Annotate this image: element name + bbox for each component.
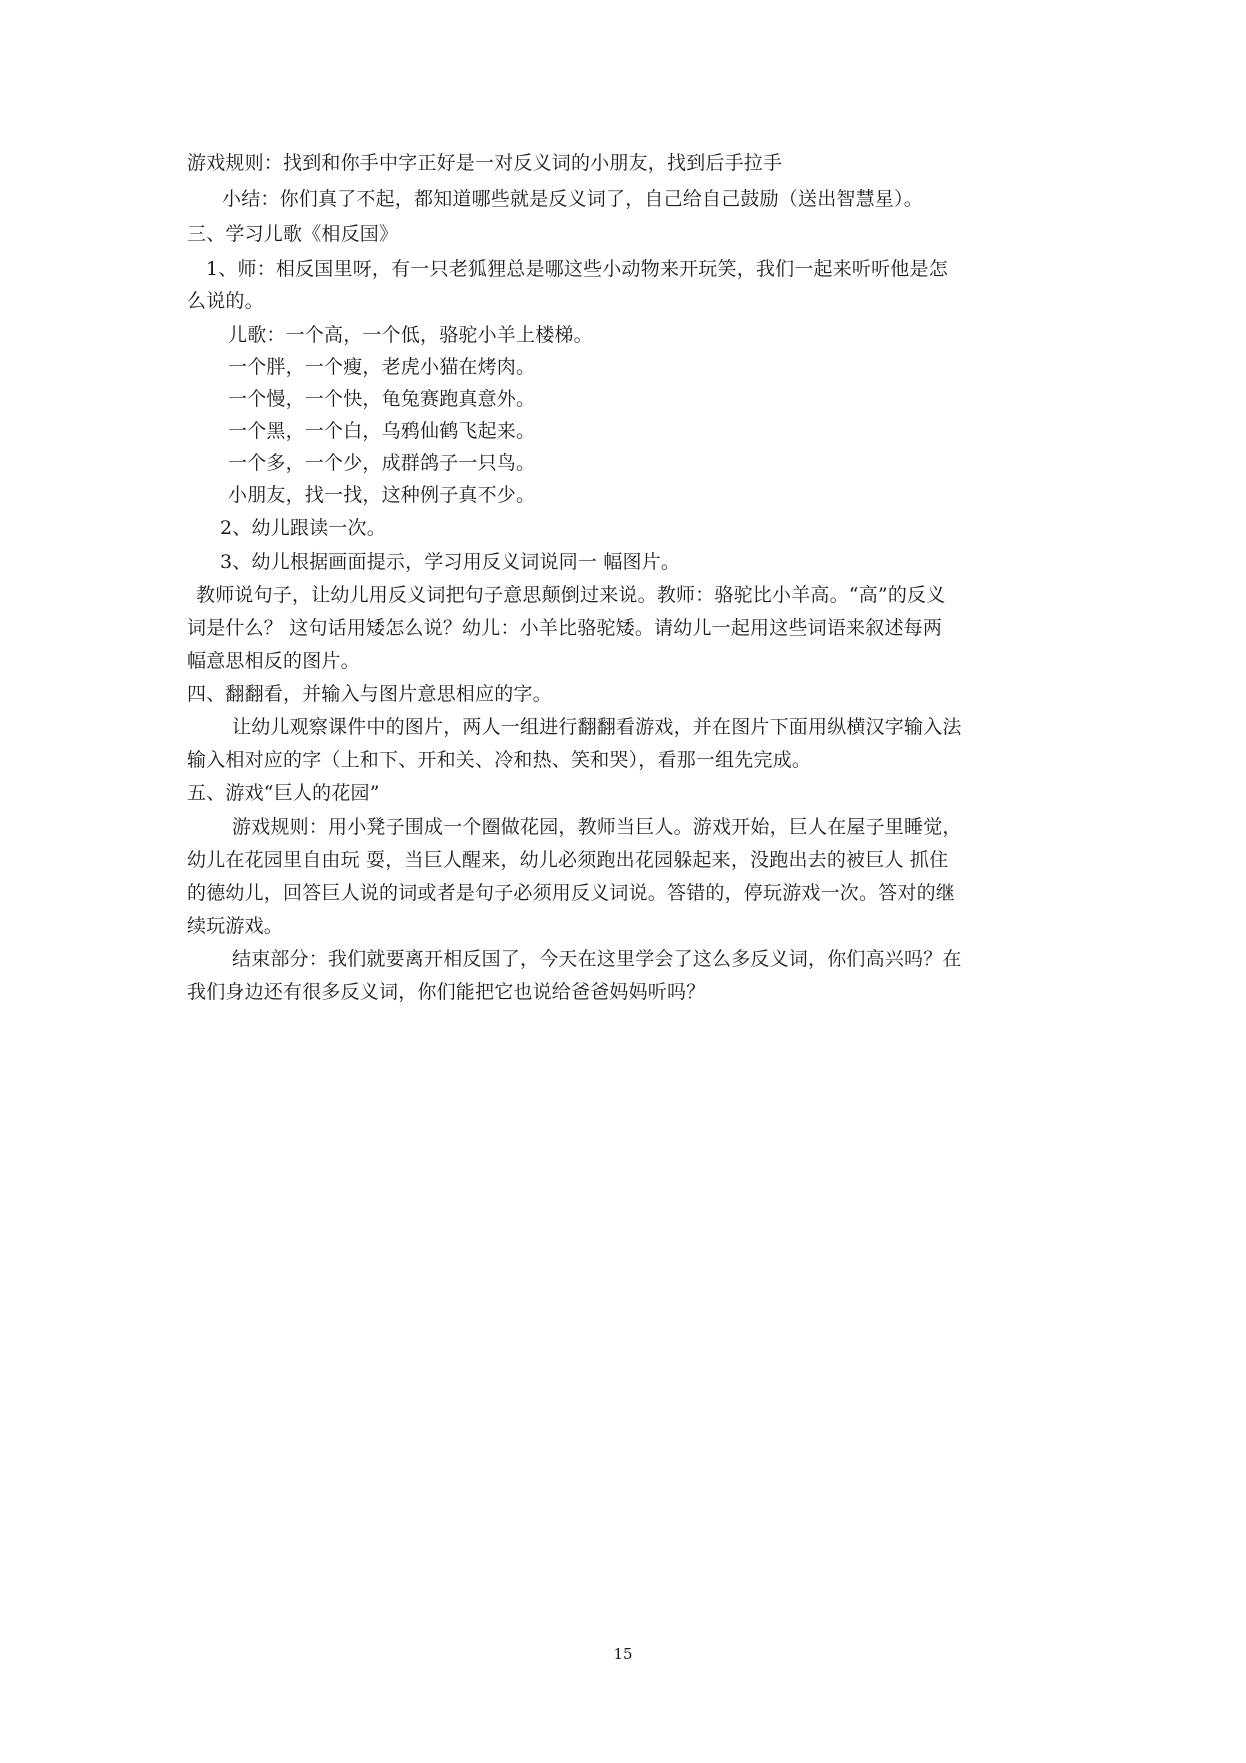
text-line: 的德幼儿，回答巨人说的词或者是句子必须用反义词说。答错的，停玩游戏一次。答对的继 [187,882,956,904]
text-line: 游戏规则：找到和你手中字正好是一对反义词的小朋友，找到后手拉手 [187,152,783,174]
section-heading: 四、翻翻看，并输入与图片意思相应的字。 [187,683,552,705]
text-line: 结束部分：我们就要离开相反国了，今天在这里学会了这么多反义词，你们高兴吗？在 [232,948,962,970]
poem-line: 一个多，一个少，成群鸽子一只鸟。 [228,452,536,474]
poem-line: 一个黑，一个白，乌鸦仙鹤飞起来。 [228,420,536,442]
poem-line: 儿歌：一个高，一个低，骆驼小羊上楼梯。 [228,324,593,346]
poem-line: 一个胖，一个瘦，老虎小猫在烤肉。 [228,356,536,378]
text-line: 让幼儿观察课件中的图片，两人一组进行翻翻看游戏，并在图片下面用纵横汉字输入法 [232,716,962,738]
text-line: 小结：你们真了不起，都知道哪些就是反义词了，自己给自己鼓励（送出智慧星）。 [222,188,923,210]
section-heading: 五、游戏“巨人的花园” [187,782,380,804]
text-line: 续玩游戏。 [187,915,284,937]
text-line: 么说的。 [187,290,264,312]
text-line: 3、幼儿根据画面提示，学习用反义词说同一 幅图片。 [220,551,681,573]
text-line: 1、师：相反国里呀，有一只老狐狸总是哪这些小动物来开玩笑，我们一起来听听他是怎 [206,258,948,280]
text-line: 词是什么？ 这句话用矮怎么说？幼儿：小羊比骆驼矮。请幼儿一起用这些词语来叙述每两 [187,617,943,639]
text-line: 游戏规则：用小凳子围成一个圈做花园，教师当巨人。游戏开始，巨人在屋子里睡觉， [232,816,962,838]
poem-line: 一个慢，一个快，龟兔赛跑真意外。 [228,388,536,410]
text-line: 我们身边还有很多反义词，你们能把它也说给爸爸妈妈听吗？ [187,981,706,1003]
text-line: 教师说句子，让幼儿用反义词把句子意思颠倒过来说。教师：骆驼比小羊高。“高”的反义 [196,584,946,606]
section-heading: 三、学习儿歌《相反国》 [187,223,399,245]
text-line: 幼儿在花园里自由玩 耍，当巨人醒来，幼儿必须跑出花园躲起来，没跑出去的被巨人 抓住 [187,849,949,871]
poem-line: 小朋友，找一找，这种例子真不少。 [228,484,536,506]
text-line: 2、幼儿跟读一次。 [220,517,386,539]
page-number: 15 [613,1645,633,1663]
text-line: 输入相对应的字（上和下、开和关、冷和热、笑和哭），看那一组先完成。 [187,749,812,771]
text-line: 幅意思相反的图片。 [187,650,360,672]
